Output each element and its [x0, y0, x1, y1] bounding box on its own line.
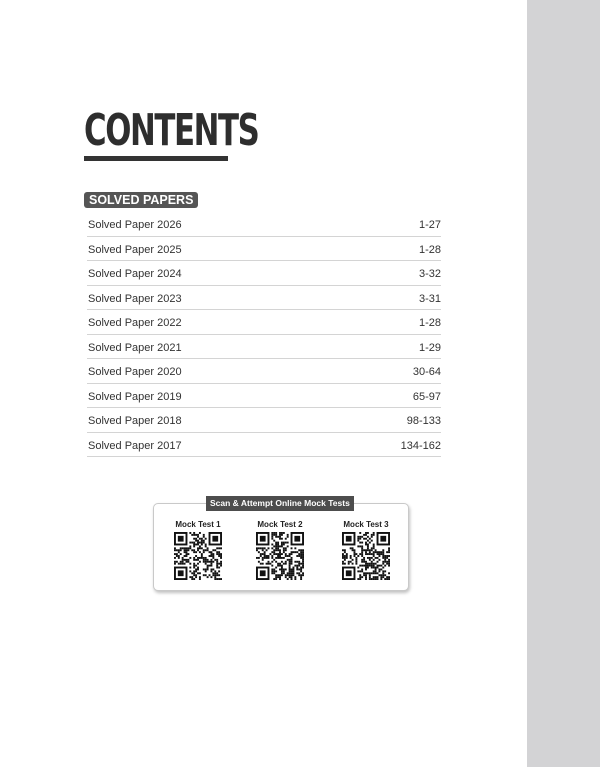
mock-test-3[interactable] [334, 520, 398, 580]
toc-row[interactable] [87, 237, 441, 262]
mock-tests-header: Scan & Attempt Online Mock Tests [206, 496, 354, 511]
toc-entry-label: Solved Paper 2026 [88, 219, 182, 231]
page-title: CONTENTS [84, 105, 259, 156]
toc-entry-label: Solved Paper 2017 [88, 439, 182, 452]
toc-entry-pages: 1-27 [418, 219, 441, 231]
toc-entry-label: Solved Paper 2020 [88, 366, 182, 378]
toc-row[interactable] [87, 433, 441, 458]
toc-entry-pages: 98-133 [406, 415, 441, 427]
toc-entry-pages: 3-32 [418, 268, 441, 280]
mock-test-label: Mock Test 3 [343, 520, 389, 529]
mock-test-1[interactable] [166, 520, 230, 580]
toc-list [87, 212, 441, 457]
toc-entry-label: Solved Paper 2018 [88, 415, 182, 427]
toc-entry-label: Solved Paper 2022 [88, 317, 182, 329]
mock-test-2[interactable] [248, 520, 312, 580]
toc-entry-pages: 30-64 [412, 366, 441, 378]
toc-row[interactable] [87, 335, 441, 360]
toc-row[interactable] [87, 408, 441, 433]
toc-entry-pages: 134-162 [400, 439, 441, 452]
toc-row[interactable] [87, 261, 441, 286]
toc-entry-label: Solved Paper 2025 [88, 243, 182, 256]
toc-row[interactable] [87, 286, 441, 311]
qr-code-icon[interactable] [342, 532, 390, 580]
toc-row[interactable] [87, 384, 441, 409]
toc-entry-pages: 1-28 [418, 317, 441, 329]
toc-row[interactable] [87, 359, 441, 384]
toc-entry-pages: 1-28 [418, 243, 441, 256]
toc-entry-pages: 3-31 [418, 292, 441, 305]
qr-code-icon[interactable] [256, 532, 304, 580]
toc-entry-pages: 65-97 [412, 390, 441, 403]
toc-entry-label: Solved Paper 2021 [88, 341, 182, 354]
toc-entry-label: Solved Paper 2019 [88, 390, 182, 403]
toc-entry-label: Solved Paper 2024 [88, 268, 182, 280]
toc-row[interactable] [87, 310, 441, 335]
section-badge: SOLVED PAPERS [84, 192, 198, 208]
toc-entry-pages: 1-29 [418, 341, 441, 354]
title-underline [84, 156, 228, 161]
mock-test-label: Mock Test 2 [257, 520, 303, 529]
toc-entry-label: Solved Paper 2023 [88, 292, 182, 305]
side-margin-strip [527, 0, 600, 767]
toc-row[interactable] [87, 212, 441, 237]
mock-test-label: Mock Test 1 [175, 520, 221, 529]
qr-code-icon[interactable] [174, 532, 222, 580]
